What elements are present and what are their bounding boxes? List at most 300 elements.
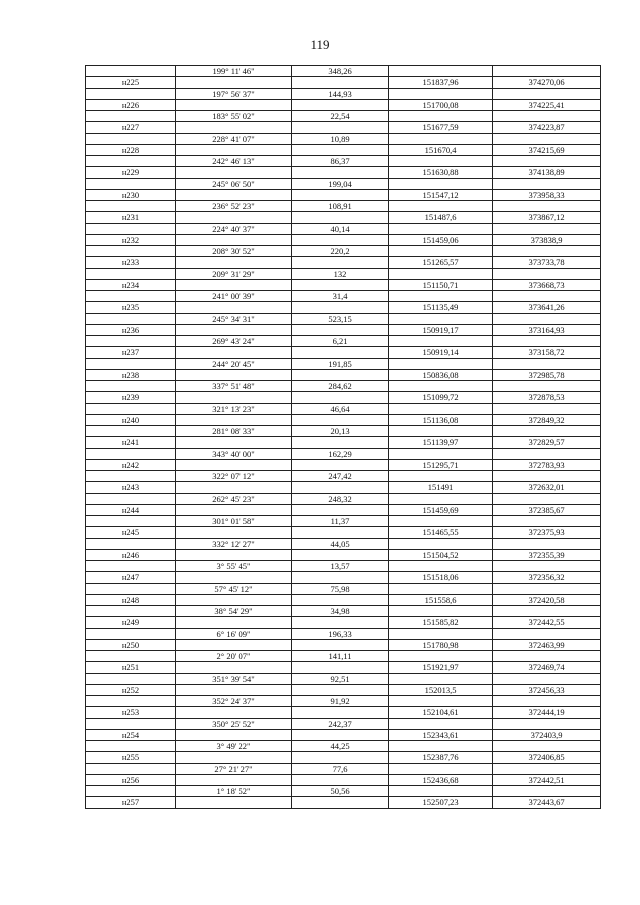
angle-cell (176, 684, 292, 695)
x-cell: 151700,08 (389, 99, 493, 110)
table-row (86, 561, 601, 572)
distance-cell (292, 414, 389, 425)
distance-cell (292, 122, 389, 133)
table-row (86, 246, 601, 257)
y-cell: 372463,99 (493, 639, 601, 650)
distance-cell (292, 482, 389, 493)
table-row (86, 572, 601, 583)
y-cell: 374215,69 (493, 144, 601, 155)
x-cell: 151487,6 (389, 212, 493, 223)
x-cell (389, 426, 493, 437)
x-cell (389, 763, 493, 774)
point-id-cell: н248 (86, 594, 176, 605)
y-cell (493, 538, 601, 549)
y-cell: 372444,19 (493, 707, 601, 718)
point-id-cell: н226 (86, 99, 176, 110)
y-cell: 372442,55 (493, 617, 601, 628)
table-row (86, 201, 601, 212)
angle-cell (176, 549, 292, 560)
page-number: 119 (310, 37, 330, 52)
table-row (86, 471, 601, 482)
distance-cell (292, 279, 389, 290)
point-id-cell: н256 (86, 774, 176, 785)
x-cell: 151670,4 (389, 144, 493, 155)
y-cell: 374225,41 (493, 99, 601, 110)
distance-cell (292, 797, 389, 808)
table-row (86, 426, 601, 437)
angle-cell: 38° 54' 29" (176, 606, 292, 617)
table-row (86, 639, 601, 650)
x-cell (389, 336, 493, 347)
x-cell: 152013,5 (389, 684, 493, 695)
point-cell (86, 786, 176, 797)
distance-cell: 44,25 (292, 741, 389, 752)
y-cell: 374270,06 (493, 77, 601, 88)
distance-cell: 247,42 (292, 471, 389, 482)
point-cell (86, 313, 176, 324)
table-row (86, 684, 601, 695)
distance-cell: 348,26 (292, 66, 389, 77)
point-id-cell: н251 (86, 662, 176, 673)
table-row (86, 741, 601, 752)
table-row (86, 774, 601, 785)
angle-cell (176, 662, 292, 673)
x-cell: 151459,69 (389, 504, 493, 515)
distance-cell: 77,6 (292, 763, 389, 774)
angle-cell (176, 347, 292, 358)
angle-cell: 209° 31' 29" (176, 268, 292, 279)
angle-cell: 27° 21' 27" (176, 763, 292, 774)
point-id-cell: н234 (86, 279, 176, 290)
y-cell (493, 583, 601, 594)
y-cell (493, 403, 601, 414)
angle-cell (176, 617, 292, 628)
y-cell (493, 66, 601, 77)
distance-cell (292, 167, 389, 178)
x-cell (389, 471, 493, 482)
distance-cell (292, 729, 389, 740)
angle-cell: 199° 11' 46" (176, 66, 292, 77)
y-cell: 373958,33 (493, 189, 601, 200)
point-id-cell: н254 (86, 729, 176, 740)
angle-cell (176, 797, 292, 808)
survey-coordinates-table (85, 65, 601, 809)
y-cell: 373641,26 (493, 302, 601, 313)
x-cell: 152343,61 (389, 729, 493, 740)
table-row (86, 156, 601, 167)
x-cell: 151139,97 (389, 437, 493, 448)
distance-cell: 92,51 (292, 673, 389, 684)
distance-cell: 46,64 (292, 403, 389, 414)
distance-cell (292, 212, 389, 223)
angle-cell: 245° 34' 31" (176, 313, 292, 324)
y-cell: 372783,93 (493, 459, 601, 470)
y-cell: 372469,74 (493, 662, 601, 673)
point-id-cell: н233 (86, 257, 176, 268)
point-cell (86, 718, 176, 729)
angle-cell: 208° 30' 52" (176, 246, 292, 257)
y-cell (493, 673, 601, 684)
table-row (86, 493, 601, 504)
distance-cell: 284,62 (292, 381, 389, 392)
x-cell (389, 448, 493, 459)
x-cell: 151491 (389, 482, 493, 493)
angle-cell (176, 729, 292, 740)
distance-cell: 91,92 (292, 696, 389, 707)
distance-cell: 10,89 (292, 133, 389, 144)
table-row (86, 133, 601, 144)
angle-cell: 322° 07' 12" (176, 471, 292, 482)
x-cell (389, 516, 493, 527)
table-row (86, 538, 601, 549)
table-row (86, 66, 601, 77)
angle-cell (176, 504, 292, 515)
angle-cell: 262° 45' 23" (176, 493, 292, 504)
y-cell (493, 111, 601, 122)
distance-cell (292, 549, 389, 560)
x-cell: 151921,97 (389, 662, 493, 673)
table-row (86, 347, 601, 358)
angle-cell (176, 302, 292, 313)
point-id-cell: н244 (86, 504, 176, 515)
x-cell: 151135,49 (389, 302, 493, 313)
angle-cell: 343° 40' 00" (176, 448, 292, 459)
point-id-cell: н252 (86, 684, 176, 695)
y-cell (493, 133, 601, 144)
distance-cell: 75,98 (292, 583, 389, 594)
x-cell (389, 583, 493, 594)
x-cell: 151136,08 (389, 414, 493, 425)
distance-cell (292, 369, 389, 380)
x-cell (389, 786, 493, 797)
x-cell (389, 223, 493, 234)
angle-cell: 228° 41' 07" (176, 133, 292, 144)
distance-cell (292, 324, 389, 335)
angle-cell (176, 99, 292, 110)
y-cell: 372849,32 (493, 414, 601, 425)
x-cell (389, 358, 493, 369)
point-id-cell: н247 (86, 572, 176, 583)
y-cell (493, 606, 601, 617)
point-cell (86, 66, 176, 77)
x-cell: 151265,57 (389, 257, 493, 268)
distance-cell: 13,57 (292, 561, 389, 572)
angle-cell (176, 122, 292, 133)
x-cell: 151295,71 (389, 459, 493, 470)
point-cell (86, 426, 176, 437)
table-row (86, 223, 601, 234)
y-cell (493, 426, 601, 437)
x-cell (389, 88, 493, 99)
angle-cell (176, 594, 292, 605)
table-row (86, 313, 601, 324)
angle-cell (176, 212, 292, 223)
point-cell (86, 561, 176, 572)
x-cell: 151099,72 (389, 392, 493, 403)
table-row (86, 594, 601, 605)
table-row (86, 696, 601, 707)
point-cell (86, 156, 176, 167)
x-cell: 152387,76 (389, 752, 493, 763)
y-cell (493, 696, 601, 707)
angle-cell: 321° 13' 23" (176, 403, 292, 414)
x-cell: 151150,71 (389, 279, 493, 290)
angle-cell (176, 572, 292, 583)
angle-cell (176, 279, 292, 290)
table-row (86, 234, 601, 245)
y-cell (493, 178, 601, 189)
y-cell: 372829,57 (493, 437, 601, 448)
angle-cell: 337° 51' 48" (176, 381, 292, 392)
angle-cell: 236° 52' 23" (176, 201, 292, 212)
angle-cell (176, 414, 292, 425)
angle-cell: 281° 08' 33" (176, 426, 292, 437)
x-cell: 151780,98 (389, 639, 493, 650)
distance-cell: 523,15 (292, 313, 389, 324)
point-id-cell: н245 (86, 527, 176, 538)
distance-cell: 108,91 (292, 201, 389, 212)
point-cell (86, 133, 176, 144)
x-cell: 150919,17 (389, 324, 493, 335)
table-row (86, 617, 601, 628)
y-cell: 372355,39 (493, 549, 601, 560)
y-cell: 372356,32 (493, 572, 601, 583)
y-cell (493, 651, 601, 662)
angle-cell: 245° 06' 50" (176, 178, 292, 189)
y-cell: 372985,78 (493, 369, 601, 380)
y-cell: 372403,9 (493, 729, 601, 740)
y-cell (493, 156, 601, 167)
y-cell: 372442,51 (493, 774, 601, 785)
distance-cell: 22,54 (292, 111, 389, 122)
angle-cell (176, 774, 292, 785)
x-cell (389, 741, 493, 752)
table-row (86, 504, 601, 515)
y-cell: 372406,85 (493, 752, 601, 763)
table-row (86, 651, 601, 662)
distance-cell (292, 752, 389, 763)
distance-cell: 132 (292, 268, 389, 279)
distance-cell: 34,98 (292, 606, 389, 617)
x-cell: 151547,12 (389, 189, 493, 200)
distance-cell (292, 77, 389, 88)
angle-cell (176, 752, 292, 763)
angle-cell: 3° 55' 45" (176, 561, 292, 572)
distance-cell (292, 684, 389, 695)
point-id-cell: н253 (86, 707, 176, 718)
x-cell: 151518,06 (389, 572, 493, 583)
x-cell (389, 156, 493, 167)
angle-cell: 332° 12' 27" (176, 538, 292, 549)
angle-cell: 3° 49' 22" (176, 741, 292, 752)
x-cell (389, 246, 493, 257)
point-cell (86, 291, 176, 302)
x-cell (389, 268, 493, 279)
table-row (86, 369, 601, 380)
y-cell (493, 471, 601, 482)
table-row (86, 527, 601, 538)
distance-cell: 20,13 (292, 426, 389, 437)
x-cell: 152436,68 (389, 774, 493, 785)
table-row (86, 257, 601, 268)
table-row (86, 583, 601, 594)
x-cell: 152507,23 (389, 797, 493, 808)
x-cell (389, 133, 493, 144)
point-cell (86, 583, 176, 594)
distance-cell: 86,37 (292, 156, 389, 167)
table-row (86, 291, 601, 302)
distance-cell (292, 257, 389, 268)
point-cell (86, 673, 176, 684)
y-cell: 373164,93 (493, 324, 601, 335)
distance-cell: 196,33 (292, 628, 389, 639)
x-cell (389, 628, 493, 639)
y-cell: 374138,89 (493, 167, 601, 178)
point-cell (86, 111, 176, 122)
distance-cell (292, 347, 389, 358)
table-row (86, 99, 601, 110)
x-cell (389, 313, 493, 324)
point-id-cell: н240 (86, 414, 176, 425)
y-cell (493, 358, 601, 369)
x-cell: 151677,59 (389, 122, 493, 133)
table-row (86, 212, 601, 223)
point-cell (86, 201, 176, 212)
y-cell (493, 291, 601, 302)
x-cell (389, 111, 493, 122)
angle-cell (176, 459, 292, 470)
distance-cell: 191,85 (292, 358, 389, 369)
x-cell (389, 606, 493, 617)
y-cell (493, 201, 601, 212)
distance-cell: 40,14 (292, 223, 389, 234)
table-row (86, 88, 601, 99)
point-cell (86, 223, 176, 234)
y-cell (493, 381, 601, 392)
point-cell (86, 606, 176, 617)
point-id-cell: н241 (86, 437, 176, 448)
point-cell (86, 471, 176, 482)
x-cell (389, 493, 493, 504)
y-cell (493, 246, 601, 257)
distance-cell: 242,37 (292, 718, 389, 729)
y-cell: 373838,9 (493, 234, 601, 245)
point-id-cell: н239 (86, 392, 176, 403)
table-row (86, 549, 601, 560)
table-row (86, 403, 601, 414)
distance-cell (292, 392, 389, 403)
x-cell (389, 381, 493, 392)
y-cell (493, 313, 601, 324)
y-cell (493, 718, 601, 729)
x-cell (389, 538, 493, 549)
table-row (86, 302, 601, 313)
point-id-cell: н232 (86, 234, 176, 245)
angle-cell (176, 369, 292, 380)
table-body (86, 66, 601, 809)
point-id-cell: н227 (86, 122, 176, 133)
distance-cell (292, 459, 389, 470)
distance-cell (292, 639, 389, 650)
x-cell: 150836,08 (389, 369, 493, 380)
angle-cell: 224° 40' 37" (176, 223, 292, 234)
x-cell: 152104,61 (389, 707, 493, 718)
x-cell (389, 696, 493, 707)
angle-cell (176, 77, 292, 88)
point-id-cell: н231 (86, 212, 176, 223)
table-row (86, 414, 601, 425)
y-cell: 372456,33 (493, 684, 601, 695)
distance-cell (292, 707, 389, 718)
point-id-cell: н255 (86, 752, 176, 763)
y-cell: 374223,87 (493, 122, 601, 133)
distance-cell: 199,04 (292, 178, 389, 189)
table-row (86, 122, 601, 133)
angle-cell: 244° 20' 45" (176, 358, 292, 369)
x-cell: 151837,96 (389, 77, 493, 88)
x-cell: 151630,88 (389, 167, 493, 178)
point-cell (86, 628, 176, 639)
angle-cell: 6° 16' 09" (176, 628, 292, 639)
distance-cell: 220,2 (292, 246, 389, 257)
y-cell: 372375,93 (493, 527, 601, 538)
angle-cell (176, 257, 292, 268)
table-row (86, 729, 601, 740)
angle-cell (176, 437, 292, 448)
y-cell: 372878,53 (493, 392, 601, 403)
x-cell (389, 718, 493, 729)
table-row (86, 662, 601, 673)
distance-cell (292, 774, 389, 785)
point-cell (86, 696, 176, 707)
table-row (86, 144, 601, 155)
angle-cell: 183° 55' 02" (176, 111, 292, 122)
angle-cell: 241° 00' 39" (176, 291, 292, 302)
x-cell (389, 178, 493, 189)
angle-cell (176, 324, 292, 335)
angle-cell: 197° 56' 37" (176, 88, 292, 99)
y-cell: 373668,73 (493, 279, 601, 290)
x-cell (389, 673, 493, 684)
distance-cell (292, 99, 389, 110)
table-row (86, 167, 601, 178)
angle-cell (176, 234, 292, 245)
distance-cell (292, 504, 389, 515)
table-row (86, 448, 601, 459)
table-row (86, 786, 601, 797)
angle-cell: 301° 01' 58" (176, 516, 292, 527)
table-row (86, 752, 601, 763)
point-cell (86, 336, 176, 347)
point-id-cell: н246 (86, 549, 176, 560)
angle-cell: 350° 25' 52" (176, 718, 292, 729)
table-row (86, 437, 601, 448)
table-row (86, 324, 601, 335)
point-id-cell: н243 (86, 482, 176, 493)
table-row (86, 279, 601, 290)
point-id-cell: н237 (86, 347, 176, 358)
x-cell: 151585,82 (389, 617, 493, 628)
table-row (86, 189, 601, 200)
table-row (86, 516, 601, 527)
distance-cell (292, 234, 389, 245)
y-cell: 372385,67 (493, 504, 601, 515)
point-id-cell: н257 (86, 797, 176, 808)
x-cell: 150919,14 (389, 347, 493, 358)
point-id-cell: н230 (86, 189, 176, 200)
table-row (86, 606, 601, 617)
angle-cell (176, 482, 292, 493)
